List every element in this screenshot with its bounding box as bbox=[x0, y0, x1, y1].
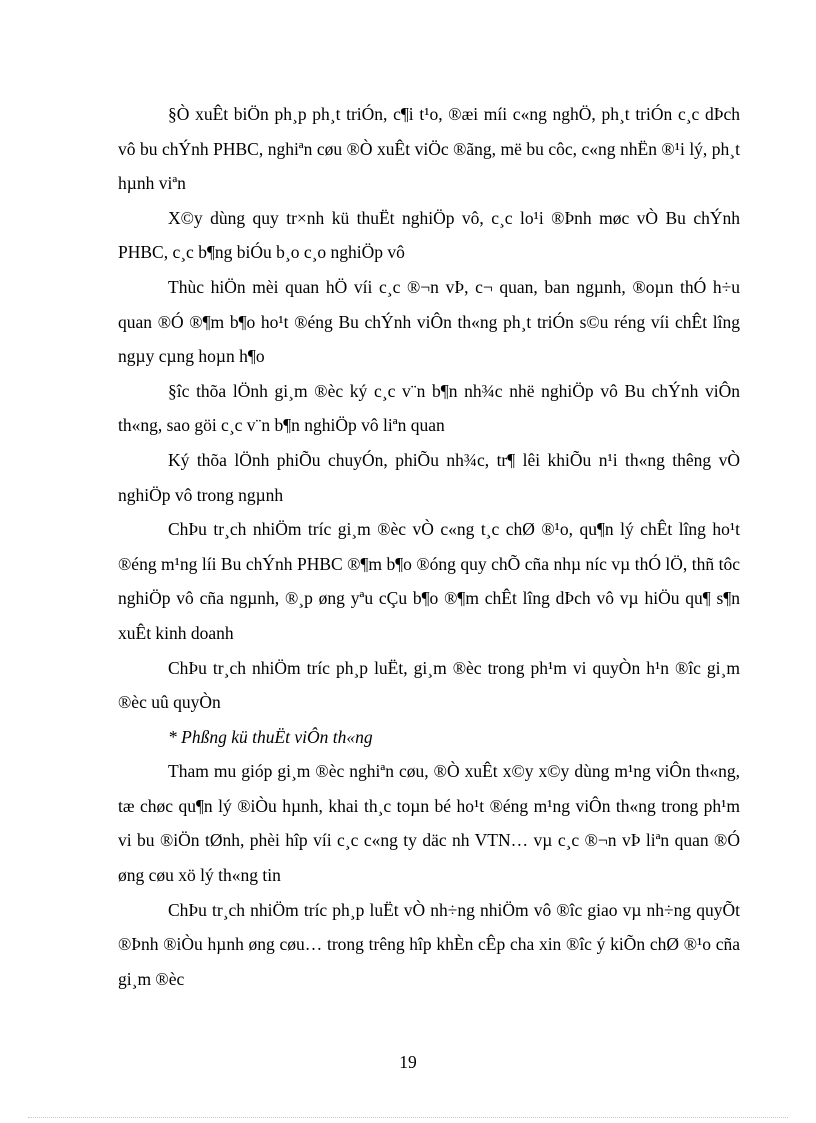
page-bottom-divider bbox=[28, 1117, 788, 1118]
paragraph-legal-responsibility: ChÞu tr¸ch nhiÖm tríc ph¸p luËt, gi¸m ®èc trong ph¹m vi quyÒn h¹n ®îc gi¸m ®èc uû quyÒn bbox=[118, 657, 740, 713]
page-body bbox=[118, 97, 740, 996]
paragraph-build-procedures: X©y dùng quy tr×nh kü thuËt nghiÖp vô, c¸c lo¹i ®Þnh møc vÒ Bu chÝnh PHBC, c¸c b¶ng biÓu b¸o c¸o nghiÖp vô bbox=[118, 207, 740, 263]
section-heading-telecom-department: * Phßng kü thuËt viÔn th«ng bbox=[168, 726, 373, 747]
page-number: 19 bbox=[399, 1052, 417, 1072]
paragraph-relations: Thùc hiÖn mèi quan hÖ víi c¸c ®¬n vÞ, c¬ quan, ban ngµnh, ®oµn thÓ h÷u quan ®Ó ®¶m b¶o ho¹t ®éng Bu chÝnh viÔn th«ng ph¸t triÓn s©u réng víi chÊt lîng ngµy cµng hoµn h¶o bbox=[118, 276, 740, 367]
paragraph-telecom-responsibility: ChÞu tr¸ch nhiÖm tríc ph¸p luËt vÒ nh÷ng nhiÖm vô ®îc giao vµ nh÷ng quyÕt ®Þnh ®iÒu hµnh øng cøu… trong trêng hîp khÈn cÊp cha xin ®îc ý kiÕn chØ ®¹o cña gi¸m ®èc bbox=[118, 899, 740, 989]
paragraph-sign-documents: §îc thõa lÖnh gi¸m ®èc ký c¸c v¨n b¶n nh¾c nhë nghiÖp vô Bu chÝnh viÔn th«ng, sao göi c¸c v¨n b¶n nghiÖp vô liªn quan bbox=[118, 380, 740, 436]
paragraph-propose-measures: §Ò xuÊt biÖn ph¸p ph¸t triÓn, c¶i t¹o, ®æi míi c«ng nghÖ, ph¸t triÓn c¸c dÞch vô bu chÝnh PHBC, nghiªn cøu ®Ò xuÊt viÖc ®ãng, më bu côc, c«ng nhËn ®¹i lý, ph¸t hµnh viªn bbox=[118, 104, 740, 194]
paragraph-sign-forms: Ký thõa lÖnh phiÕu chuyÓn, phiÕu nh¾c, tr¶ lêi khiÕu n¹i th«ng thêng vÒ nghiÖp vô trong ngµnh bbox=[118, 449, 740, 505]
paragraph-telecom-advisory: Tham mu gióp gi¸m ®èc nghiªn cøu, ®Ò xuÊt x©y x©y dùng m¹ng viÔn th«ng, tæ chøc qu¶n lý ®iÒu hµnh, khai th¸c toµn bé ho¹t ®éng m¹ng viÔn th«ng trong ph¹m vi bu ®iÖn tØnh, phèi hîp víi c¸c c«ng ty däc nh VTN… vµ c¸c ®¬n vÞ liªn quan ®Ó øng cøu xö lý th«ng tin bbox=[118, 761, 740, 886]
paragraph-quality-responsibility: ChÞu tr¸ch nhiÖm tríc gi¸m ®èc vÒ c«ng t¸c chØ ®¹o, qu¶n lý chÊt lîng ho¹t ®éng m¹ng líi Bu chÝnh PHBC ®¶m b¶o ®óng quy chÕ cña nhµ níc vµ thÓ lÖ, thñ tôc nghiÖp vô cña ngµnh, ®¸p øng yªu cÇu b¶o ®¶m chÊt lîng dÞch vô vµ hiÖu qu¶ s¶n xuÊt kinh doanh bbox=[118, 519, 740, 643]
